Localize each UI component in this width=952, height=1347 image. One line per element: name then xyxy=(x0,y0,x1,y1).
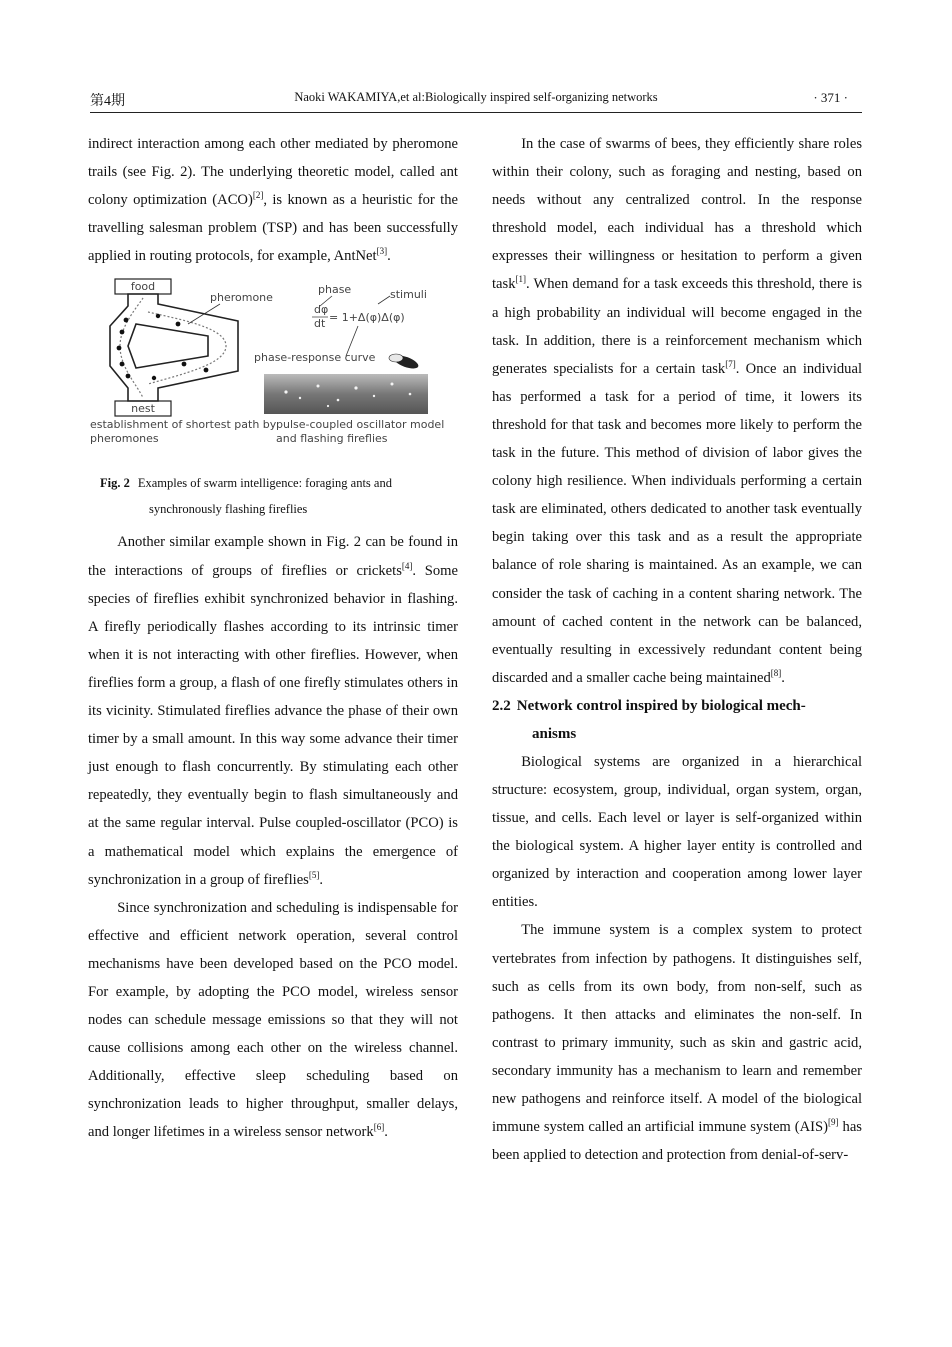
night-sky-panel xyxy=(264,374,428,414)
section-title-line-2: anisms xyxy=(532,725,577,742)
citation: [4] xyxy=(401,560,413,571)
food-label: food xyxy=(130,280,156,294)
equation-denominator: dt xyxy=(314,317,326,331)
pheromone-label: pheromone xyxy=(210,291,273,305)
section-number: 2.2 xyxy=(492,697,511,714)
stimuli-label: stimuli xyxy=(390,288,427,302)
page-number: · 371 · xyxy=(813,90,848,105)
ant-foraging-diagram xyxy=(110,279,273,416)
right-column xyxy=(492,130,862,1169)
citation: [3] xyxy=(376,246,388,257)
pheromone-pointer xyxy=(188,304,220,324)
figure-caption-line-2: synchronously flashing fireflies xyxy=(149,502,308,517)
stimuli-pointer xyxy=(378,296,390,304)
left-paragraph-1: indirect interaction among each other mediated by pheromone trails (see Fig. 2). The underlying theoretic model, called ant colony optimization (ACO)[2], is known as a heuristic for the travelling salesman problem (TSP) and has been successfully applied in routing protocols, for example, AntNet[3]. xyxy=(88,136,458,265)
right-paragraph-2: Biological systems are organized in a hierarchical structure: ecosystem, group, individual, organ system, organ, tissue, and cells. Each level or layer is self-organized within the biological system. A higher layer entity is controlled and organized by interaction and cooperation among lower layer entities. xyxy=(492,753,862,911)
citation: [1] xyxy=(515,274,527,285)
figure-panel-caption-left: establishment of shortest path by pheromones xyxy=(90,418,277,446)
citation: [8] xyxy=(770,667,782,678)
equation-rhs: = 1+Δ(φ)Δ(φ) xyxy=(329,311,405,325)
figure-2-illustration xyxy=(88,276,458,418)
citation: [9] xyxy=(828,1117,839,1128)
figure-2-caption xyxy=(88,470,458,522)
figure-panel-caption-right: pulse-coupled oscillator model and flashing fireflies xyxy=(276,418,445,446)
citation: [5] xyxy=(308,869,320,880)
section-heading-2-2 xyxy=(492,692,862,748)
citation: [7] xyxy=(725,358,736,369)
running-title: Naoki WAKAMIYA,et al:Biologically inspired self-organizing networks xyxy=(294,90,658,104)
left-column xyxy=(88,130,458,1147)
firefly-diagram xyxy=(254,283,428,414)
path-inner-wall xyxy=(128,324,208,368)
journal-issue: 第4期 xyxy=(90,94,125,109)
left-paragraph-3: Since synchronization and scheduling is indispensable for effective and efficient network operation, several control mechanisms have been developed based on the PCO model. For example, by adopting the PCO model, wireless sensor nodes can schedule message emissions so that they will not cause collisions among each other on the wireless channel. Additionally, effective sleep scheduling based on synchronization leads to higher throughput, smaller delays, and longer lifetimes in a wireless sensor network[6]. xyxy=(88,899,458,1141)
left-paragraph-2: Another similar example shown in Fig. 2 can be found in the interactions of groups of fireflies or crickets[4]. Some species of fireflies exhibit synchronized behavior in flashing. A firefly periodically flashes according to its intrinsic timer when it is not interacting with other fireflies. However, when fireflies form a group, a flash of one firefly stimulates others in its vicinity. Stimulated fireflies advance the phase of their own timer by a small amount. In this way some advance their timer just enough to flash concurrently. By stimulating each other repeatedly, they eventually begin to flash simultaneously and at the same regular interval. Pulse coupled-oscillator (PCO) is a mathematical model which explains the emergence of synchronization in a group of fireflies[5]. xyxy=(88,534,458,888)
section-title-line-1: Network control inspired by biological mech- xyxy=(516,697,806,714)
figure-number: Fig. 2 xyxy=(100,476,130,491)
citation: [6] xyxy=(373,1122,385,1133)
firefly-icon xyxy=(389,353,420,371)
equation-numerator: dφ xyxy=(314,303,329,317)
figure-caption-line-1: Examples of swarm intelligence: foraging ants and xyxy=(137,476,392,491)
right-paragraph-1: In the case of swarms of bees, they efficiently share roles within their colony, such as foraging and nesting, based on needs without any centralized control. In the response threshold model, each individual has a threshold which expresses their willingness or hesitation to perform a given task[1]. When demand for a task exceeds this threshold, there is a high probability an individual will become engaged in the task. In addition, there is a reinforcement mechanism which generates specialists for a certain task[7]. Once an individual has performed a task for a period of time, it lowers its threshold for that task and becomes more likely to perform the task in the future. This method of division of labor gives the colony high resilience. When individuals performing a certain task are eliminated, others dedicated to another task eventually begin taking over this task and as a result the appropriate balance of role sharing is maintained. As an example, we can consider the task of caching in a content sharing network. The amount of cached content in the network can be balanced, eventually resulting in excessively redundant content being discarded and a smaller cache being maintained[8]. xyxy=(492,136,862,686)
header-rule xyxy=(90,112,862,113)
figure-2 xyxy=(88,276,458,466)
phase-label: phase xyxy=(318,283,352,297)
phase-response-curve-label: phase-response curve xyxy=(254,351,376,365)
right-paragraph-3: The immune system is a complex system to protect vertebrates from infection by pathogens. It distinguishes self, such as cells from its own body, from non-self, such as pathogens. It then attacks and eliminates the non-self. In contrast to primary immunity, such as skin and gastric acid, secondary immunity has a mechanism to learn and remember new pathogens and reinforce itself. A model of the biological immune system called an artificial immune system (AIS)[9] has been applied to detection and protection from denial-of-serv- xyxy=(492,922,862,1164)
nest-label: nest xyxy=(131,402,155,416)
running-head xyxy=(90,88,862,108)
citation: [2] xyxy=(252,190,264,201)
